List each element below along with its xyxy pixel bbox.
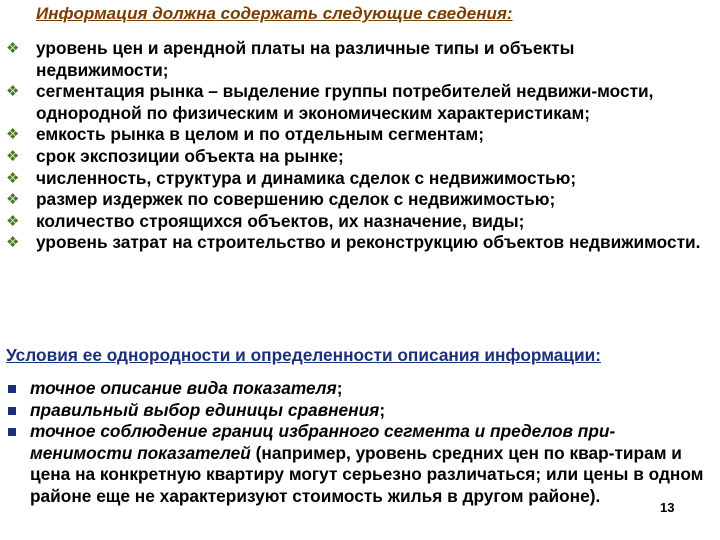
list-item [6,232,706,254]
square-bullet-icon [8,385,16,393]
list-item [6,146,706,168]
list-item [6,378,712,400]
checkmark-bullet-icon: ❖ [6,212,20,230]
list-item-text: сегментация рынка – выделение группы потребителей недвижи-мости, однородной по физическим и экономическим характеристикам; [36,81,654,123]
checkmark-bullet-icon: ❖ [6,169,20,187]
list-item [6,400,712,422]
condition-italic-text: точное описание вида показателя [30,378,337,398]
list-item-text: емкость рынка в целом и по отдельным сегментам; [36,124,484,145]
list-item [6,189,706,211]
condition-italic-text: точное соблюдение границ избранного сегмента и пределов при-менимости показателей [30,421,616,463]
conditions-heading: Условия ее однородности и определенности описания информации: [6,345,602,365]
list-item-text: срок экспозиции объекта на рынке; [36,145,344,166]
checkmark-bullet-icon: ❖ [6,147,20,165]
list-item-text: уровень цен и арендной платы на различные типы и объекты недвижимости; [36,38,575,80]
condition-rest-text: ; [336,378,343,398]
list-item-text: количество строящихся объектов, их назначение, виды; [36,210,525,231]
list-item-text: уровень затрат на строительство и реконструкцию объектов недвижимости. [36,232,701,253]
condition-italic-text: правильный выбор единицы сравнения [30,399,380,420]
list-item [6,211,706,233]
info-requirements-list [6,38,706,254]
square-bullet-icon [8,428,16,436]
checkmark-bullet-icon: ❖ [6,126,20,144]
condition-rest-text: (например, уровень средних цен по квар-тирам и цена на конкретную квартиру могут серьезно различаться; или цены в одном районе еще не характеризуют стоимость жилья в другом районе). [30,442,704,506]
list-item-text: численность, структура и динамика сделок с недвижимостью; [36,167,577,188]
condition-rest-text: ; [379,399,386,420]
list-item [6,38,706,81]
checkmark-bullet-icon: ❖ [6,234,20,252]
list-item [6,168,706,190]
checkmark-bullet-icon: ❖ [6,83,20,101]
conditions-list [6,378,712,508]
list-item-text: размер издержек по совершению сделок с недвижимостью; [36,189,556,210]
list-item [6,124,706,146]
page-number: 13 [660,500,675,515]
checkmark-bullet-icon: ❖ [6,40,20,57]
slide-title: Информация должна содержать следующие сведения: [36,4,513,23]
list-item [6,421,712,507]
square-bullet-icon [8,407,16,415]
list-item [6,81,706,124]
checkmark-bullet-icon: ❖ [6,191,20,209]
